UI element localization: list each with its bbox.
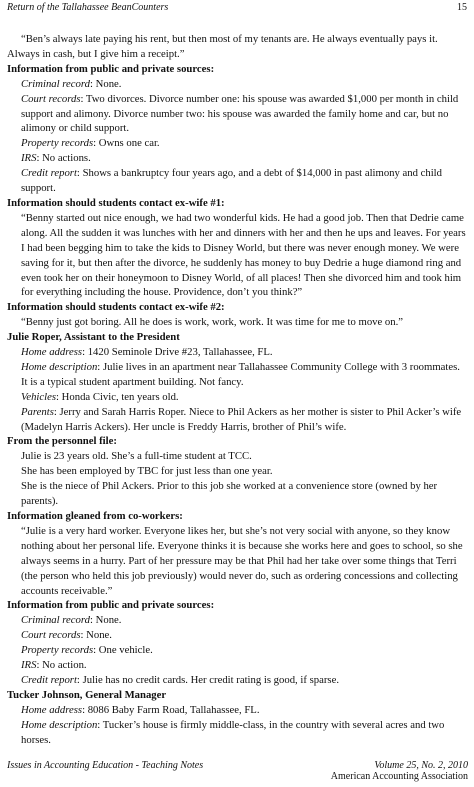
page-number: 15 — [457, 2, 467, 13]
section-heading: Information should students contact ex-wife #2: — [7, 301, 225, 314]
tenant-quote: “Ben’s always late paying his rent, but then most of my tenants are. He always eventually pays it. Always in cash, but I give him a receipt.” — [7, 33, 438, 60]
credit-report: Credit report: Julie has no credit cards. Her credit rating is good, if sparse. — [21, 673, 339, 686]
footer-publisher: American Accounting Association — [330, 771, 468, 782]
court-records: Court records: Two divorces. Divorce number one: his spouse was awarded $1,000 per month in child support and alimony. Divorce number two: his spouse was awarded the family home and car, but no alimony or child support. — [21, 92, 459, 135]
personnel-line: She is the niece of Phil Ackers. Prior to this job she worked at a convenience store (owned by her parents). — [21, 480, 438, 508]
court-records: Court records: None. — [21, 629, 112, 642]
section-heading: From the personnel file: — [7, 435, 117, 448]
section-heading: Information gleaned from co-workers: — [7, 510, 183, 522]
coworkers-quote: “Julie is a very hard worker. Everyone likes her, but she’s not very social with anyone, so they know nothing about her personal life. Everyone thinks it is because she works here and goes to school, so she always seems in a hurry. Part of her pressure may be that Phil had her take over some things that Terri (the person who held this job previously) would never do, such as ordering concessions and collecting accounts receivable.” — [21, 524, 463, 597]
home-address: Home address: 1420 Seminole Drive #23, Tallahassee, FL. — [21, 346, 273, 359]
home-address: Home address: 8086 Baby Farm Road, Tallahassee, FL. — [21, 703, 260, 716]
property-records: Property records: Owns one car. — [21, 137, 160, 150]
credit-report: Credit report: Shows a bankruptcy four years ago, and a debt of $14,000 in past alimony and child support. — [21, 167, 442, 195]
personnel-line: Julie is 23 years old. She’s a full-time student at TCC. — [21, 450, 252, 463]
section-heading: Information should students contact ex-wife #1: — [7, 196, 225, 209]
section-heading: Information from public and private sources: — [7, 62, 215, 75]
home-description: Home description: Tucker’s house is firmly middle-class, in the country with several acres and two horses. — [21, 718, 445, 746]
running-title: Return of the Tallahassee BeanCounters — [7, 2, 169, 13]
parents: Parents: Jerry and Sarah Harris Roper. Niece to Phil Ackers as her mother is sister to Phil Acker’s wife (Madelyn Harris Ackers). Her uncle is Freddy Harris, brother of Phil’s wife. — [21, 405, 462, 433]
section-heading: Information from public and private sources: — [7, 599, 215, 612]
footer-volume: Volume 25, No. 2, 2010 — [374, 760, 468, 771]
ex-wife-1-quote: “Benny started out nice enough, we had two wonderful kids. He had a good job. Then that Dedrie came along. All the sudden it was lunches with her and dinners with her and then he ups and leaves. For years I had been begging him to take the kids to Disney World, but there was never enough money. We were saving for it, but then after the divorce, he suddenly has money to buy Dedrie a huge diamond ring and even took her on their honeymoon to Disney World, of all places! Then she divorced him and took him for everything including the house. Providence, don’t you think?” — [21, 211, 466, 299]
criminal-record: Criminal record: None. — [21, 614, 122, 627]
page-footer — [7, 760, 468, 782]
running-header — [7, 0, 467, 15]
vehicles: Vehicles: Honda Civic, ten years old. — [21, 390, 179, 403]
footer-journal: Issues in Accounting Education - Teaching Notes — [7, 760, 204, 771]
ex-wife-2-quote: “Benny just got boring. All he does is work, work, work. It was time for me to move on.” — [21, 316, 404, 329]
property-records: Property records: One vehicle. — [21, 644, 153, 657]
page-body — [7, 32, 468, 748]
personnel-line: She has been employed by TBC for just less than one year. — [21, 465, 273, 478]
person-heading: Tucker Johnson, General Manager — [7, 688, 167, 701]
criminal-record: Criminal record: None. — [21, 77, 122, 90]
person-heading: Julie Roper, Assistant to the President — [7, 331, 180, 344]
irs-record: IRS: No action. — [21, 659, 87, 672]
irs-record: IRS: No actions. — [21, 152, 91, 165]
home-description: Home description: Julie lives in an apartment near Tallahassee Community College with 3 roommates. It is a typical student apartment building. Not fancy. — [21, 360, 460, 388]
